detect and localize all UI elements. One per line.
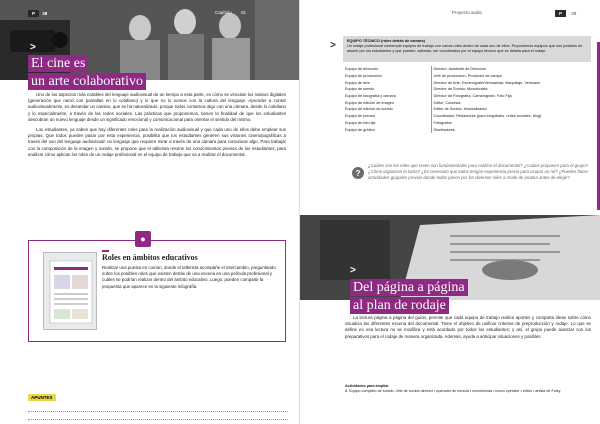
paragraph-1: Uno de los aspectos más notables del lenguaje audiovisual de un tiempo a esta parte, es cómo se vinculan los nativos digitales (generación que nació con pantallas en lo cotidiano) y lo que no lo somos con la cultura del lenguaje. Aprender a contar audiovisualmente, es desandar un camino, que se ha naturalizado, porque todos contamos algo con una cámara, desde lo cotidiano y lo especialmente, a través de las redes sociales. Las prácticas que proponemos, tienen la finalidad de que los estudiantes descubran un nuevo lenguaje desde un significado emocional y comunicacional para orientar el sentido del mismo. xyxy=(28,92,286,122)
team-roles-cell: Jefe de producción, Productor de campo xyxy=(433,74,502,79)
notes-area xyxy=(28,386,288,414)
team-name-cell: Equipo de prensa xyxy=(343,113,431,120)
equip-text: Un rodaje profesional contempla equipos de trabajo con varios roles dentro de cada uno de ellos. Proponemos equipos que son posibles de asumir por los estudiantes y que pueden, además, ser coordinados por el equipo técnico que se detalla para el rodaje. xyxy=(347,44,583,53)
note-line xyxy=(28,412,288,420)
table-row xyxy=(343,120,591,127)
table-row xyxy=(343,99,591,106)
team-name-cell: Equipo de edición de imagen xyxy=(343,99,431,106)
roles-title: Roles en ámbitos educativos xyxy=(102,253,198,262)
right-page-tag-wrap xyxy=(555,10,576,17)
team-name-cell: Equipo de producción xyxy=(343,73,431,80)
right-paragraph: La lectura página a página del guion, permite que cada equipo de trabajo realice aportes y comparta ideas sobre cómo visualiza las diferentes escena del documental. Tiene el objetivo de unificar criterios de preproducción y rodaje. Lo que se define en esa lectura no se modifica y está acordado por todos los estudiantes; y así, el grupo puede avanzar con los preparativos para el rodaje de manera organizada. Además, ayuda a anticipar situaciones y posibles xyxy=(345,315,591,339)
roles-text: Realizar una puesta en común, donde el tallerista acompañe el intercambio, preguntando sobre los posibles roles que existen detrás de una escena en una película profesional y cuáles se podrían realizar dentro del ámbito educativo. Luego, pueden compartir la propuesta que aparece en la siguiente infografía. xyxy=(102,265,276,289)
team-roles-cell: Diseñadores xyxy=(433,127,455,132)
chevron-right-icon: > xyxy=(30,42,36,53)
section-title-right xyxy=(350,279,468,315)
activities-text: 8. Equipo completo de sonido: Jefe de sonido director • operador de mezcla • microfonista • boom operator • editor • artista de Foley xyxy=(345,389,561,393)
roles-title-bar xyxy=(102,250,109,252)
body-text xyxy=(28,92,286,162)
table-row xyxy=(343,86,591,93)
page-number: 38 xyxy=(42,11,48,16)
team-name-cell: Equipo de arte xyxy=(343,79,431,86)
table-row xyxy=(343,113,591,120)
right-page xyxy=(300,0,600,424)
table-row xyxy=(343,106,591,113)
team-roles-cell: Editor de Sonido, Musicalizador xyxy=(433,107,487,112)
activities-title: Actividades para ampliar xyxy=(345,384,389,388)
question-text: ¿Cuáles son los roles que creen son fundamentales para realizar el documental? ¿Cuáles proponen para el grupo? ¿Cómo organizan la tarea? ¿Es necesario que todos tengan experiencia previa para ocupar un rol? ¿Pueden hacer actividades grupales previas donde todos pasen por los diversos roles a modo de prueba antes de elegir? xyxy=(368,163,589,180)
table-row xyxy=(343,66,591,73)
right-page-number: 39 xyxy=(571,11,577,16)
title-line-2: un arte colaborativo xyxy=(28,73,146,90)
right-running-head xyxy=(452,10,482,15)
right-title-line-1: Del página a página xyxy=(350,279,468,296)
team-roles-cell: Director de Sonido, Microfonista xyxy=(433,87,488,92)
activities-footer xyxy=(345,384,591,394)
team-name-cell: Equipo de sonido xyxy=(343,86,431,93)
note-line xyxy=(28,404,288,412)
right-body-text xyxy=(345,315,591,344)
right-page-tag: P xyxy=(555,10,566,17)
team-name-cell: Equipo de gráfica xyxy=(343,126,431,133)
table-row xyxy=(343,93,591,100)
chevron-right-icon: > xyxy=(330,40,336,51)
equip-title: EQUIPO TÉCNICO (roles detrás de cámara) xyxy=(347,39,425,43)
infographic-image xyxy=(43,252,97,330)
chapter-number: 01 xyxy=(241,10,247,15)
question-icon: ? xyxy=(352,167,364,179)
chapter-label xyxy=(215,10,246,15)
running-head xyxy=(28,10,47,17)
table-row xyxy=(343,73,591,80)
team-roles-cell: Director de Fotografía, Camarógrafo, Foto Fija xyxy=(433,94,512,99)
team-roles-cell: Editor, Colorista xyxy=(433,100,461,105)
team-name-cell: Equipo de foto fija xyxy=(343,120,431,127)
team-name-cell: Equipo de dirección xyxy=(343,66,431,73)
section-title xyxy=(28,55,146,91)
team-roles-cell: Coordinador, Redactores (para blog/diario, redes sociales, blog) xyxy=(433,114,542,119)
table-row xyxy=(343,79,591,86)
title-line-1: El cine es xyxy=(28,55,88,72)
roles-table xyxy=(343,66,591,133)
team-roles-cell: Director de Arte, Escenógrafo/Vestuarista, Maquillaje, Vestuario xyxy=(433,80,541,85)
people-icon: ● xyxy=(135,231,151,247)
team-name-cell: Equipo de edición de sonido xyxy=(343,106,431,113)
table-row xyxy=(343,126,591,133)
right-title-line-2: al plan de rodaje xyxy=(350,297,449,314)
team-name-cell: Equipo de fotografía y cámara xyxy=(343,93,431,100)
team-roles-cell: Director, Asistente de Dirección xyxy=(433,67,487,72)
team-roles-cell: Fotógrafos xyxy=(433,120,452,125)
equipment-intro-box xyxy=(343,36,591,62)
chapter-text: Capítulo xyxy=(215,10,232,15)
notes-label: APUNTES xyxy=(28,394,56,401)
page-tag: P xyxy=(28,10,39,17)
chevron-right-icon: > xyxy=(350,265,356,276)
paragraph-2: Los estudiantes, ya saben que hay diferentes roles para la realización audiovisual y que cada uno de ellos debe emplear sus propias. Que todos pueden pasar por esta experiencia, posibilita que los estudiantes generen sus visiones cinematográficas a través del uso del lenguaje audiovisual: un lenguaje que requiere mirar a través de una cámara para comunicar algo. Para trabajar con la composición de la imagen y sonido, se propone que el tallerista retome los conocimientos previos de los estudiantes, para analizar cómo aplican los roles de un rodaje profesional en el equipo de trabajo que va a realizar el documental. xyxy=(28,127,286,157)
right-head-label: Proyecto audio xyxy=(452,10,483,15)
